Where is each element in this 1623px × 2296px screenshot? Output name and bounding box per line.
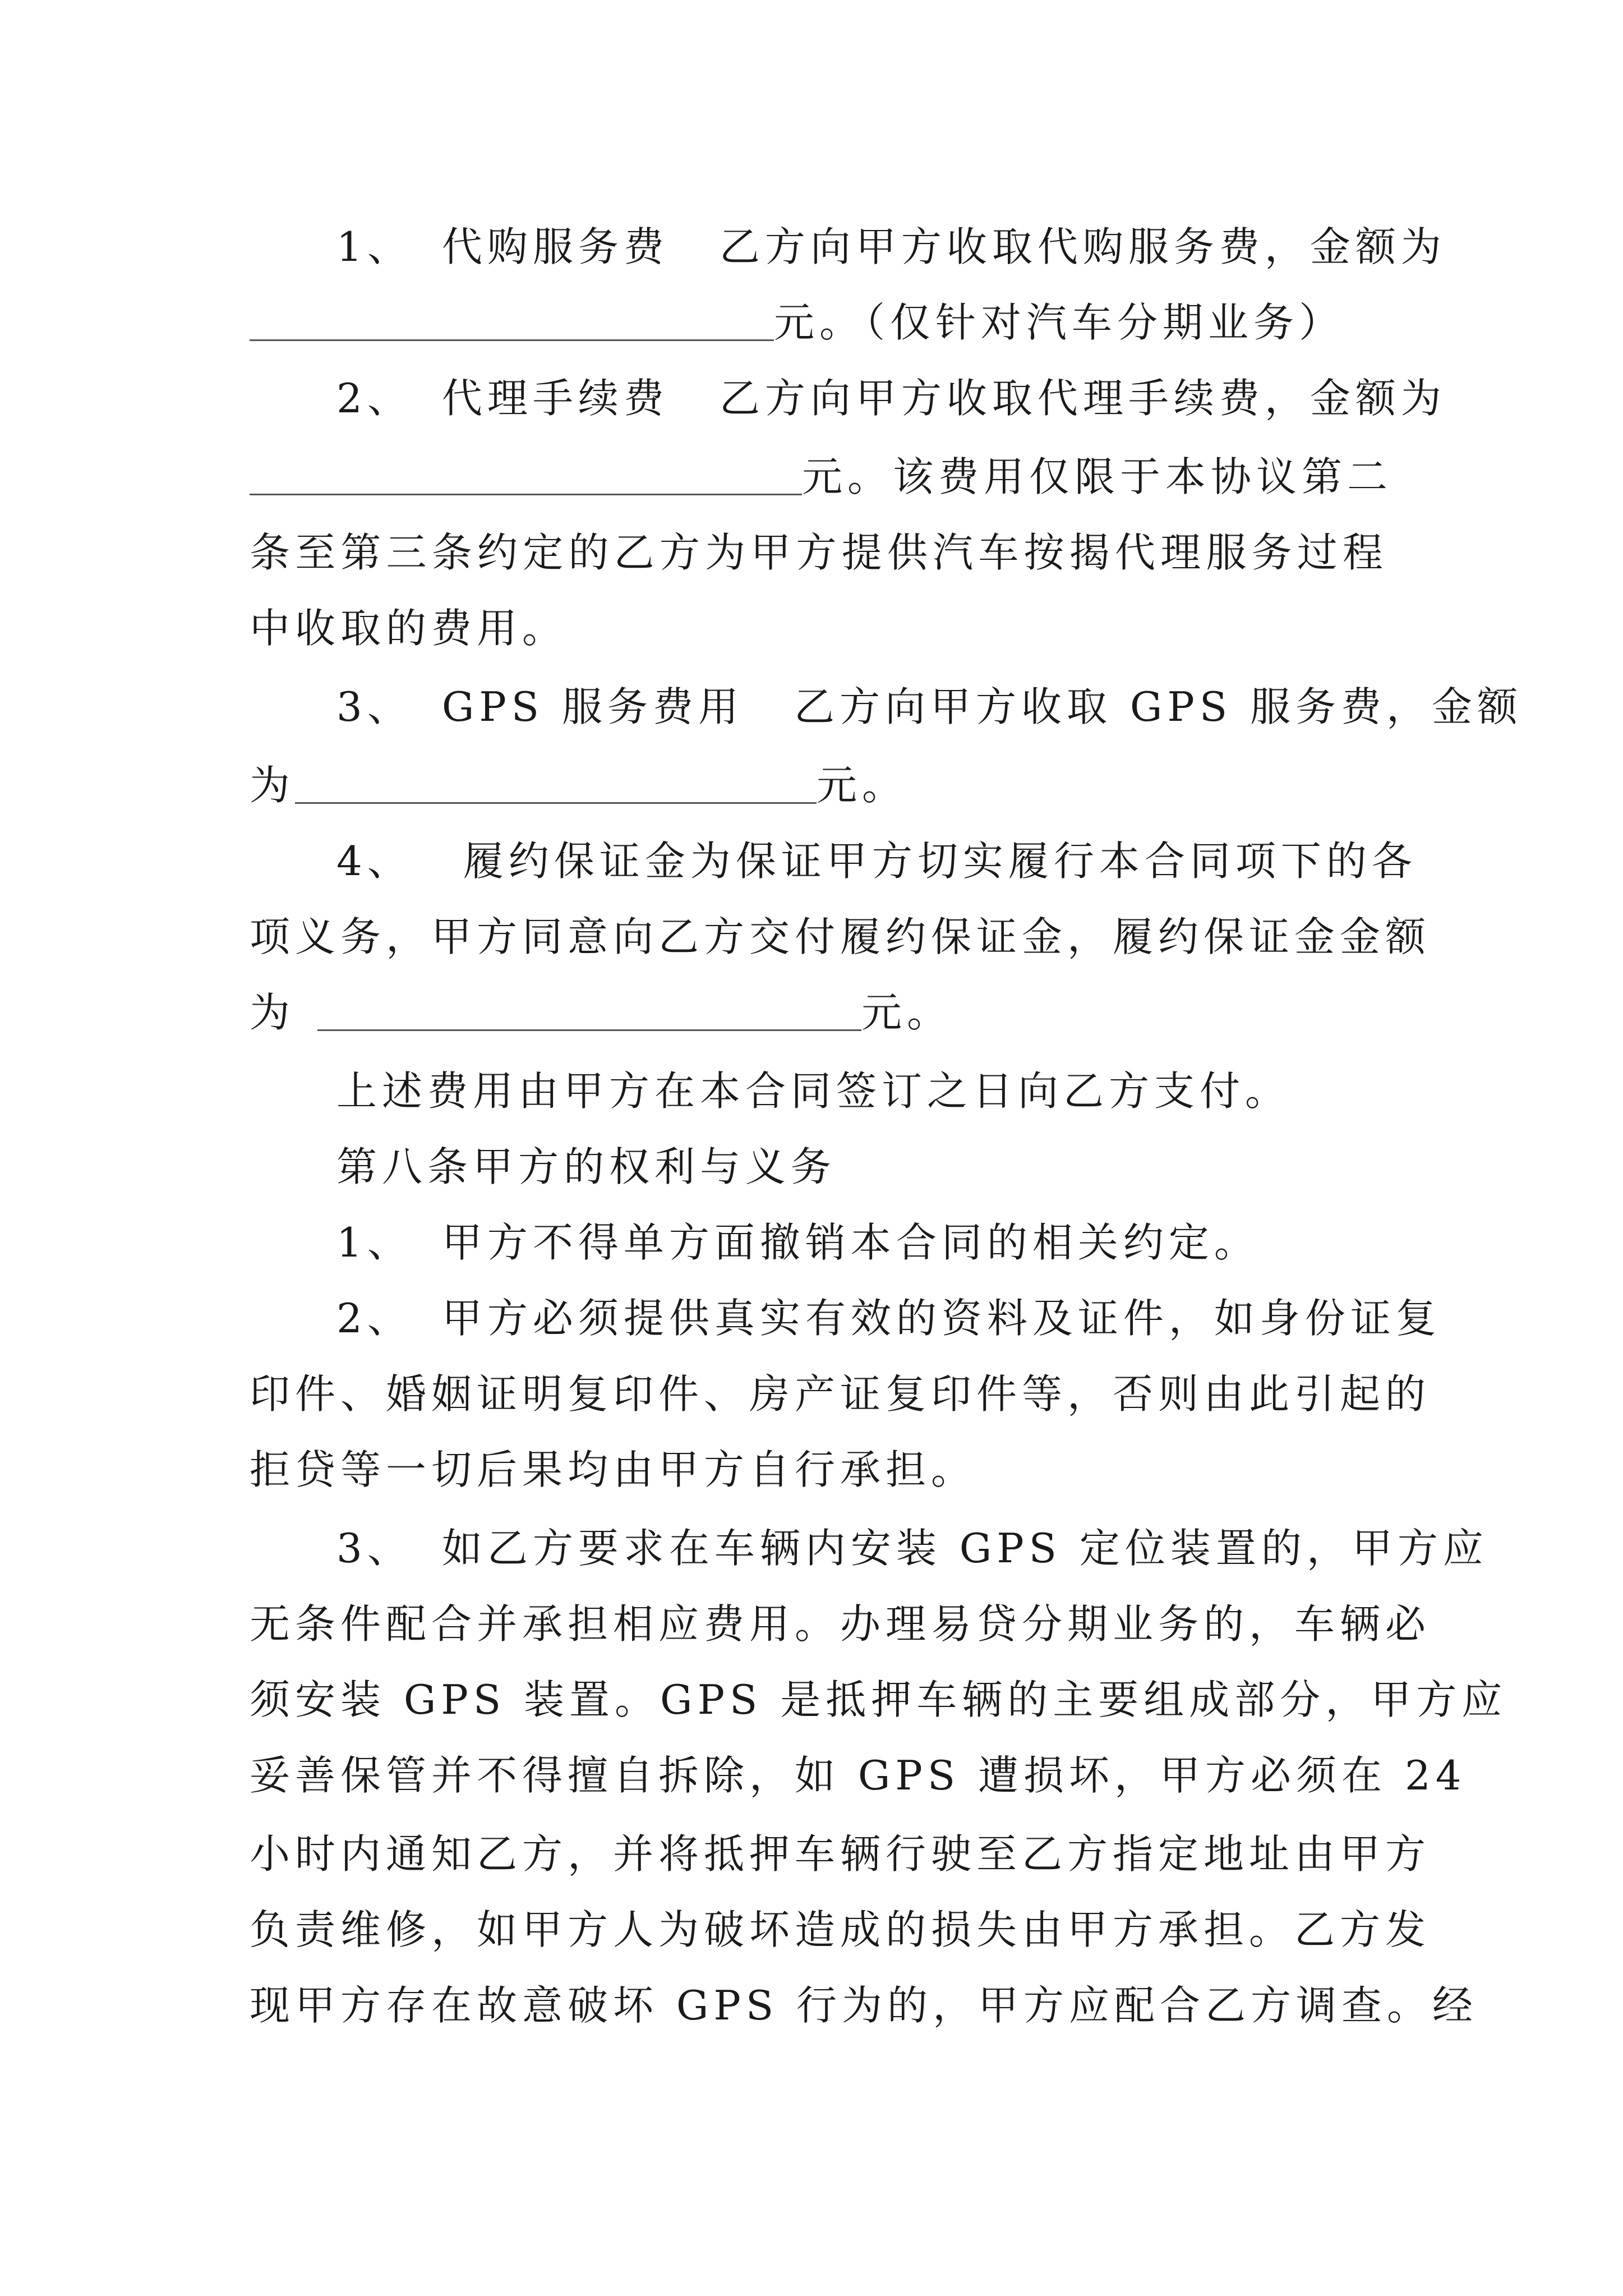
payment-note: 上述费用由甲方在本合同签订之日向乙方支付。 bbox=[336, 1068, 1291, 1115]
clause2-line2: 印件、婚姻证明复印件、房产证复印件等，否则由此引起的 bbox=[250, 1370, 1431, 1418]
clause3-line4: 妥善保管并不得擅自拆除，如 GPS 遭损坏，甲方必须在 24 bbox=[250, 1752, 1467, 1799]
clause3-number: 3、 bbox=[336, 1525, 413, 1572]
clause3-line7: 现甲方存在故意破坏 GPS 行为的，甲方应配合乙方调查。经 bbox=[250, 1982, 1478, 2029]
item3-lead: 为 bbox=[250, 762, 296, 809]
clause3-line5: 小时内通知乙方，并将抵押车辆行驶至乙方指定地址由甲方 bbox=[250, 1830, 1431, 1878]
item1-title: 代购服务费 bbox=[441, 223, 669, 270]
item2-line1 bbox=[336, 365, 1446, 432]
article8-heading: 第八条甲方的权利与义务 bbox=[336, 1143, 837, 1190]
item4-line3 bbox=[250, 979, 1388, 1046]
item2-line4: 中收取的费用。 bbox=[250, 605, 568, 652]
item2-text: 乙方向甲方收取代理手续费，金额为 bbox=[719, 375, 1446, 422]
item4-text: 履约保证金为保证甲方切实履行本合同项下的各 bbox=[463, 838, 1417, 885]
clause2-line3: 拒贷等一切后果均由甲方自行承担。 bbox=[250, 1446, 977, 1493]
item1-number: 1、 bbox=[336, 223, 413, 270]
item3-number: 3、 bbox=[336, 683, 413, 730]
clause1-line1 bbox=[336, 1209, 1388, 1276]
item4-lead: 为 bbox=[250, 989, 296, 1036]
item3-line1 bbox=[336, 673, 1523, 740]
item3-title: GPS 服务费用 bbox=[441, 683, 744, 730]
item1-line2 bbox=[250, 289, 1388, 356]
item3-amount-blank bbox=[295, 767, 817, 804]
item2-tail: 元。该费用仅限于本协议第二 bbox=[802, 453, 1393, 500]
item4-line1 bbox=[336, 827, 1417, 895]
item4-amount-blank bbox=[317, 995, 861, 1031]
clause1-text: 甲方不得单方面撤销本合同的相关约定。 bbox=[441, 1219, 1260, 1266]
item1-amount-blank bbox=[250, 305, 774, 341]
item1-text: 乙方向甲方收取代购服务费，金额为 bbox=[719, 223, 1446, 270]
clause3-line3: 须安装 GPS 装置。GPS 是抵押车辆的主要组成部分，甲方应 bbox=[250, 1676, 1507, 1723]
item2-number: 2、 bbox=[336, 375, 413, 422]
item2-line3: 条至第三条约定的乙方为甲方提供汽车按揭代理服务过程 bbox=[250, 529, 1388, 576]
clause2-line1 bbox=[336, 1285, 1441, 1352]
item3-text: 乙方向甲方收取 GPS 服务费，金额 bbox=[794, 683, 1523, 730]
item4-line2: 项义务，甲方同意向乙方交付履约保证金，履约保证金金额 bbox=[250, 913, 1431, 960]
item3-tail: 元。 bbox=[817, 762, 908, 809]
clause3-text: 如乙方要求在车辆内安装 GPS 定位装置的，甲方应 bbox=[441, 1525, 1488, 1572]
clause3-line1 bbox=[336, 1515, 1488, 1582]
item2-amount-blank bbox=[250, 459, 802, 495]
clause3-line2: 无条件配合并承担相应费用。办理易贷分期业务的，车辆必 bbox=[250, 1600, 1431, 1648]
clause2-number: 2、 bbox=[336, 1295, 413, 1342]
item1-tail: 元。（仅针对汽车分期业务） bbox=[774, 299, 1345, 346]
clause1-number: 1、 bbox=[336, 1219, 413, 1266]
item4-tail: 元。 bbox=[861, 989, 953, 1036]
clause2-text: 甲方必须提供真实有效的资料及证件，如身份证复 bbox=[441, 1295, 1441, 1342]
item3-line2 bbox=[250, 752, 1388, 819]
item4-number: 4、 bbox=[336, 838, 413, 885]
item2-title: 代理手续费 bbox=[441, 375, 669, 422]
item2-line2 bbox=[250, 443, 1393, 510]
item1-line1 bbox=[336, 213, 1446, 280]
clause3-line6: 负责维修，如甲方人为破坏造成的损失由甲方承担。乙方发 bbox=[250, 1906, 1431, 1953]
